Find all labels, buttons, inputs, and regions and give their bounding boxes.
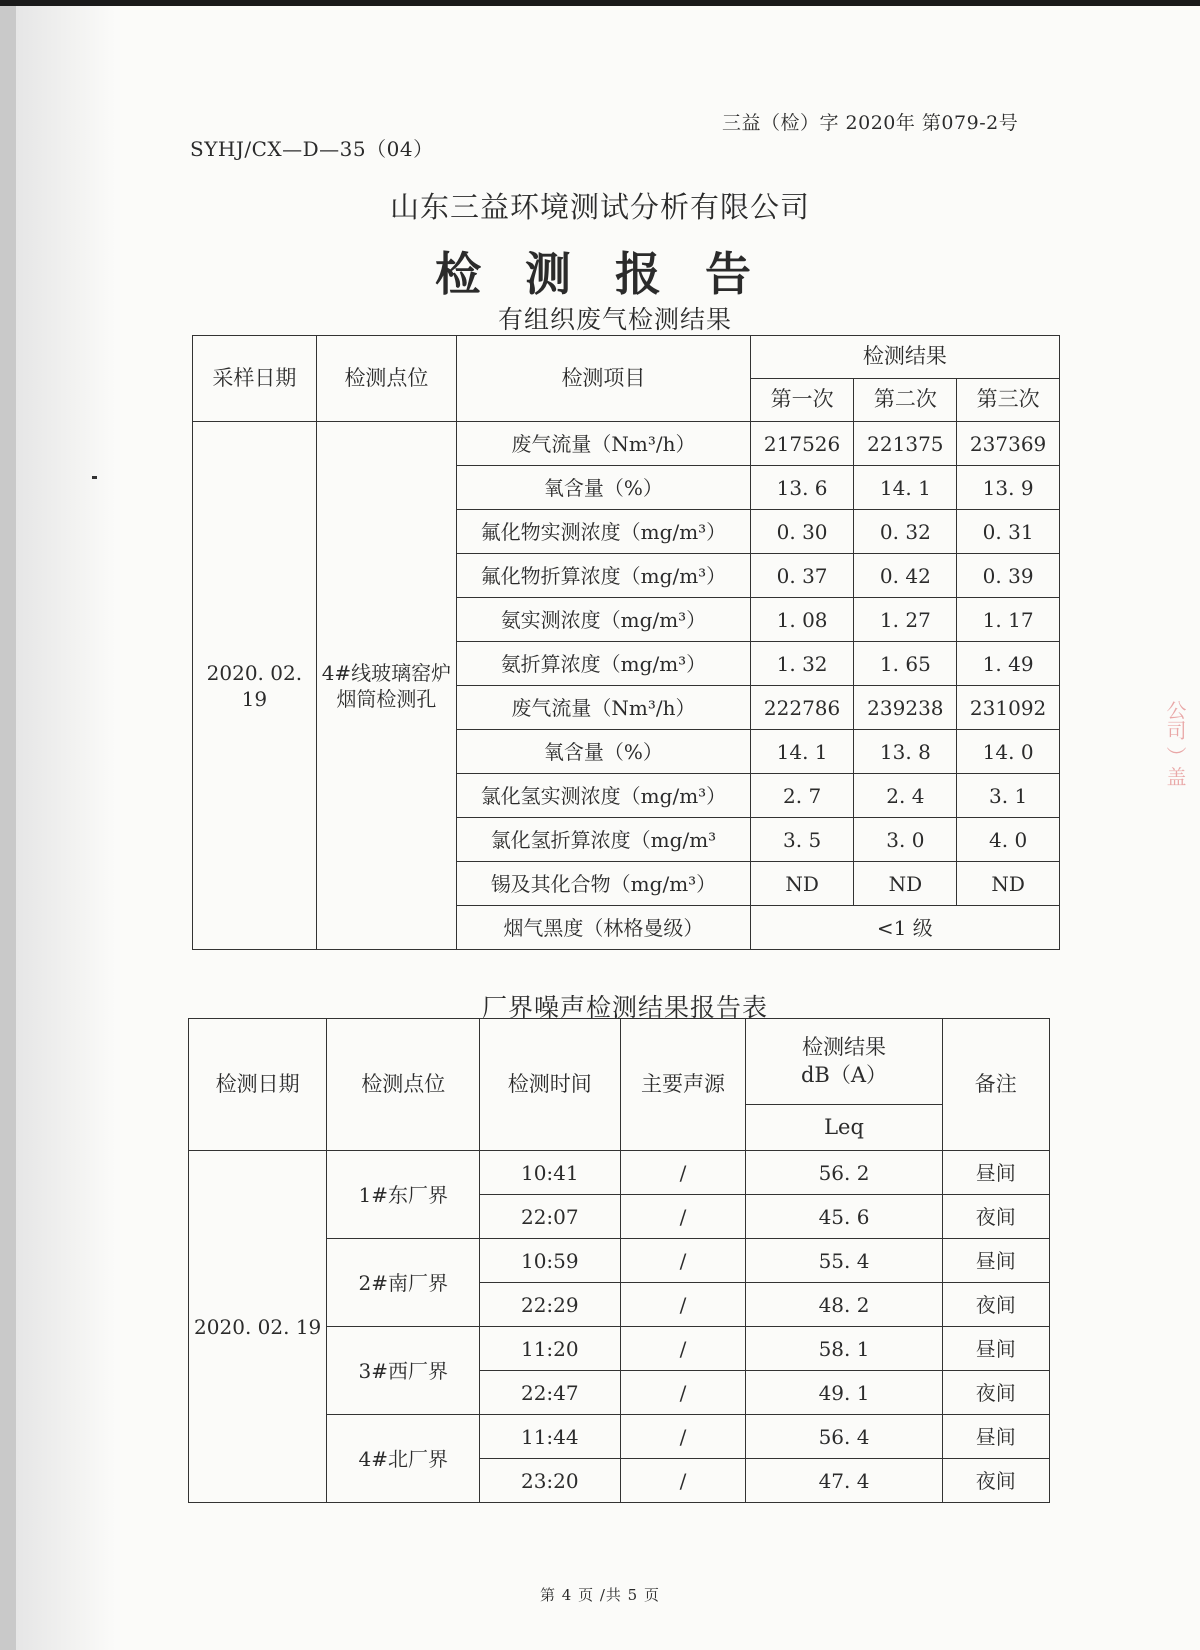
result-second-cell: 1. 65	[854, 642, 957, 686]
test-item-cell: 氨实测浓度（mg/m³）	[457, 598, 751, 642]
report-reference-number: 三益（检）字 2020年 第079-2号	[722, 112, 1019, 134]
test-time-cell: 10:41	[480, 1151, 620, 1195]
leq-value-cell: 48. 2	[746, 1283, 942, 1327]
gas-results-table	[192, 335, 1060, 950]
test-time-cell: 22:47	[480, 1371, 620, 1415]
header-noise-result	[746, 1019, 942, 1105]
result-third-cell: 3. 1	[957, 774, 1060, 818]
noise-table-caption: 厂界噪声检测结果报告表	[481, 993, 768, 1022]
test-item-cell: 废气流量（Nm³/h）	[457, 422, 751, 466]
gas-table-caption: 有组织废气检测结果	[497, 305, 732, 334]
leq-value-cell: 56. 4	[746, 1415, 942, 1459]
noise-result-unit: dB（A）	[800, 1062, 888, 1087]
result-second-cell: 13. 8	[854, 730, 957, 774]
result-first-cell: 1. 32	[750, 642, 854, 686]
header-test-result: 检测结果	[750, 336, 1059, 379]
scan-speck	[92, 476, 97, 479]
leq-value-cell: 58. 1	[746, 1327, 942, 1371]
result-third-cell: 13. 9	[957, 466, 1060, 510]
header-leq: Leq	[746, 1105, 942, 1151]
result-first-cell: 222786	[750, 686, 854, 730]
leq-value-cell: 55. 4	[746, 1239, 942, 1283]
test-time-cell: 23:20	[480, 1459, 620, 1503]
test-item-cell: 烟气黑度（林格曼级）	[457, 906, 751, 950]
test-time-cell: 22:07	[480, 1195, 620, 1239]
remark-cell: 夜间	[942, 1459, 1049, 1503]
remark-cell: 昼间	[942, 1415, 1049, 1459]
leq-value-cell: 49. 1	[746, 1371, 942, 1415]
result-first-cell: 217526	[750, 422, 854, 466]
noise-result-label: 检测结果	[802, 1035, 886, 1060]
result-second-cell: 3. 0	[854, 818, 957, 862]
result-second-cell: 1. 27	[854, 598, 957, 642]
test-point-cell: 4#线玻璃窑炉烟筒检测孔	[316, 422, 456, 950]
header-second: 第二次	[854, 379, 957, 422]
red-seal-stamp-fragment: 公司 ）盖	[1163, 700, 1187, 787]
result-first-cell: 0. 30	[750, 510, 854, 554]
result-third-cell: 0. 39	[957, 554, 1060, 598]
header-sampling-date: 采样日期	[193, 336, 317, 422]
leq-value-cell: 45. 6	[746, 1195, 942, 1239]
remark-cell: 昼间	[942, 1151, 1049, 1195]
test-item-cell: 氯化氢折算浓度（mg/m³	[457, 818, 751, 862]
result-third-cell: 0. 31	[957, 510, 1060, 554]
main-source-cell: /	[620, 1327, 746, 1371]
main-source-cell: /	[620, 1151, 746, 1195]
result-third-cell: 14. 0	[957, 730, 1060, 774]
result-third-cell: 4. 0	[957, 818, 1060, 862]
result-first-cell: 13. 6	[750, 466, 854, 510]
test-item-cell: 氨折算浓度（mg/m³）	[457, 642, 751, 686]
result-second-cell: 239238	[854, 686, 957, 730]
result-second-cell: 2. 4	[854, 774, 957, 818]
table-row	[193, 422, 1060, 466]
noise-results-table	[188, 1018, 1050, 1503]
test-item-cell: 氟化物实测浓度（mg/m³）	[457, 510, 751, 554]
test-date-cell: 2020. 02. 19	[189, 1151, 327, 1503]
test-time-cell: 10:59	[480, 1239, 620, 1283]
sampling-date-cell: 2020. 02. 19	[193, 422, 317, 950]
noise-point-cell: 2#南厂界	[327, 1239, 480, 1327]
remark-cell: 夜间	[942, 1371, 1049, 1415]
header-test-date: 检测日期	[189, 1019, 327, 1151]
result-first-cell: 1. 08	[750, 598, 854, 642]
scan-edge-top	[0, 0, 1200, 6]
header-first: 第一次	[750, 379, 854, 422]
header-main-source: 主要声源	[620, 1019, 746, 1151]
header-test-time: 检测时间	[480, 1019, 620, 1151]
header-test-point: 检测点位	[316, 336, 456, 422]
main-source-cell: /	[620, 1195, 746, 1239]
result-second-cell: ND	[854, 862, 957, 906]
remark-cell: 夜间	[942, 1283, 1049, 1327]
result-third-cell: 237369	[957, 422, 1060, 466]
test-time-cell: 11:20	[480, 1327, 620, 1371]
result-second-cell: 0. 32	[854, 510, 957, 554]
report-title: 检测报告	[435, 247, 795, 301]
test-item-cell: 氟化物折算浓度（mg/m³）	[457, 554, 751, 598]
test-item-cell: 锡及其化合物（mg/m³）	[457, 862, 751, 906]
table-row	[189, 1151, 1050, 1195]
test-item-cell: 氯化氢实测浓度（mg/m³）	[457, 774, 751, 818]
document-code: SYHJ/CX—D—35（04）	[190, 137, 434, 161]
remark-cell: 昼间	[942, 1327, 1049, 1371]
result-first-cell: 14. 1	[750, 730, 854, 774]
leq-value-cell: 47. 4	[746, 1459, 942, 1503]
result-second-cell: 14. 1	[854, 466, 957, 510]
page-number: 第 4 页 /共 5 页	[540, 1586, 660, 1604]
result-first-cell: 0. 37	[750, 554, 854, 598]
main-source-cell: /	[620, 1239, 746, 1283]
remark-cell: 夜间	[942, 1195, 1049, 1239]
main-source-cell: /	[620, 1415, 746, 1459]
result-first-cell: 3. 5	[750, 818, 854, 862]
test-item-cell: 氧含量（%）	[457, 466, 751, 510]
company-name: 山东三益环境测试分析有限公司	[389, 190, 810, 224]
noise-point-cell: 4#北厂界	[327, 1415, 480, 1503]
test-time-cell: 22:29	[480, 1283, 620, 1327]
result-third-cell: 1. 17	[957, 598, 1060, 642]
noise-point-cell: 1#东厂界	[327, 1151, 480, 1239]
result-third-cell: ND	[957, 862, 1060, 906]
test-time-cell: 11:44	[480, 1415, 620, 1459]
test-item-cell: 废气流量（Nm³/h）	[457, 686, 751, 730]
test-item-cell: 氧含量（%）	[457, 730, 751, 774]
header-third: 第三次	[957, 379, 1060, 422]
result-first-cell: ND	[750, 862, 854, 906]
noise-point-cell: 3#西厂界	[327, 1327, 480, 1415]
leq-value-cell: 56. 2	[746, 1151, 942, 1195]
result-second-cell: 221375	[854, 422, 957, 466]
remark-cell: 昼间	[942, 1239, 1049, 1283]
main-source-cell: /	[620, 1459, 746, 1503]
result-first-cell: 2. 7	[750, 774, 854, 818]
main-source-cell: /	[620, 1371, 746, 1415]
header-remark: 备注	[942, 1019, 1049, 1151]
result-third-cell: 231092	[957, 686, 1060, 730]
result-third-cell: 1. 49	[957, 642, 1060, 686]
main-source-cell: /	[620, 1283, 746, 1327]
header-test-item: 检测项目	[457, 336, 751, 422]
header-noise-point: 检测点位	[327, 1019, 480, 1151]
result-second-cell: 0. 42	[854, 554, 957, 598]
merged-result-cell: <1 级	[750, 906, 1059, 950]
